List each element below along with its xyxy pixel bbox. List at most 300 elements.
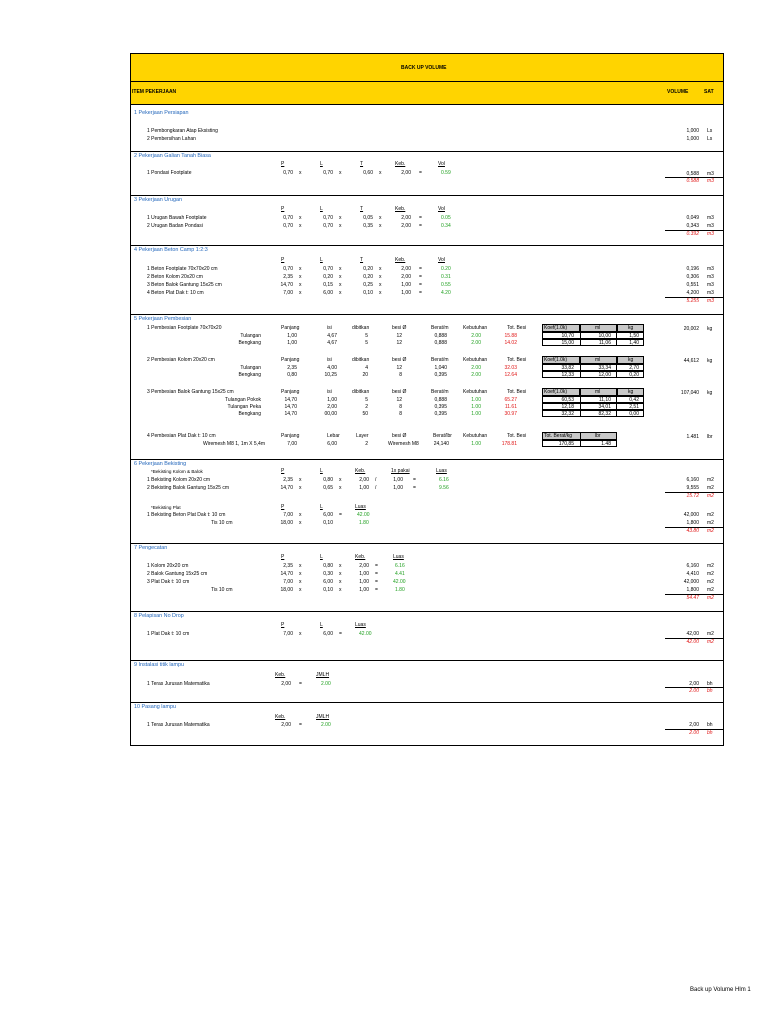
unit: m3 [707,223,714,229]
kebutuhan-value: 2.00 [471,372,481,378]
section-title: 1 Pekerjaan Persiapan [134,110,189,116]
l-value: 0,70 [323,266,333,272]
vol-value: 0.59 [441,170,451,176]
col-p: P [281,554,285,560]
col-isi: isi [327,357,332,363]
koef-value: 32,32 [561,411,574,417]
volume-value: 6,160 [686,563,699,569]
row-label: Tis 10 cm [211,587,233,593]
col-lbr: lbr [595,433,601,439]
volume-value: 1,800 [686,587,699,593]
vol-value: 0.55 [441,282,451,288]
p-value: 14,70 [280,571,293,577]
p-value: 14,70 [280,485,293,491]
col-keb: Keb. [275,714,286,720]
luas-value: 42.00 [393,579,406,585]
col-luas: Luas [436,468,447,474]
row-label: 1 Urugan Bawah Footplate [147,215,207,221]
sub-heading: *Bekisting Kolom & Balok [151,469,203,474]
koef-value: 10,70 [561,333,574,339]
layer-value: 2 [365,441,368,447]
unit: Ls [707,136,713,142]
l-value: 0,10 [323,587,333,593]
p-value: 7,00 [283,512,293,518]
unit: bh [707,681,713,687]
times: x [299,290,302,296]
tot-besi-value: 178.81 [501,441,517,447]
section-divider [131,611,723,612]
subtotal: 15.72 [686,493,699,499]
times: x [339,563,342,569]
section-title: 6 Pekerjaan Bekisting [134,461,187,467]
column-header-bar [131,82,723,105]
col-t: T [360,206,364,212]
col-kg: kg [628,389,634,395]
equals: = [419,274,422,280]
times: x [299,571,302,577]
panjang-value: 14,70 [284,404,297,410]
col-isi: isi [327,389,332,395]
times: x [299,282,302,288]
times: x [339,215,342,221]
luas-value: 42.00 [359,631,372,637]
unit: m3 [707,282,714,288]
col-keb: Keb. [355,468,366,474]
panjang-value: 1,00 [287,333,297,339]
times: x [339,485,342,491]
row-label: 2 Urugan Badan Pondasi [147,223,203,229]
tot-besi-value: 14.02 [504,340,517,346]
isi-value: 00,00 [324,411,337,417]
t-value: 0,35 [363,223,373,229]
col-dibitkan: dibitkan [352,357,370,363]
unit: m2 [707,631,714,637]
sub-row-label: Bengkang [238,411,261,417]
kg-value: 0,00 [629,411,639,417]
jmlh-value: 2.00 [321,681,331,687]
p-value: 7,00 [283,579,293,585]
section-divider [131,314,723,315]
col-keb: Keb. [395,161,406,167]
unit: m2 [707,579,714,585]
equals: = [419,170,422,176]
col-vol: Vol [438,206,445,212]
equals: = [299,681,302,687]
col-panjang: Panjang [281,433,300,439]
page-footer: Back up Volume Hlm 1 [690,987,751,993]
volume-value: 4,410 [686,571,699,577]
besi-value: Wiremesh M8 [388,441,419,447]
section-total: 2.00 [689,730,699,736]
unit: kg [707,326,713,332]
volume-value: 1,800 [686,520,699,526]
unit: m2 [707,485,714,491]
berat-value: 0,395 [434,372,447,378]
luas-value: 1.80 [395,587,405,593]
times: x [339,579,342,585]
unit: m3 [707,171,714,177]
vol-value: 0.31 [441,274,451,280]
row-label: 1 Pembongkaran Atap Eksisting [147,128,218,134]
tot-besi-value: 11.61 [504,404,517,410]
col-berat: Berat/m [431,357,449,363]
p-value: 2,35 [283,477,293,483]
volume-value: 0,049 [686,215,699,221]
subtotal-unit: m2 [707,528,714,534]
col-ml: ml [595,325,601,331]
l-value: 6,00 [323,290,333,296]
section-title: 8 Pelapisan No Drop [134,613,184,619]
keb-value: 1,00 [401,290,411,296]
column-header-item: ITEM PEKERJAAN [132,89,177,95]
keb-value: 1,00 [359,587,369,593]
panjang-value: 0,80 [287,372,297,378]
keb-value: 2,00 [401,274,411,280]
col-p: P [281,206,285,212]
row-label: 2 Beton Kolom 20x20 cm [147,274,203,280]
section-divider [131,151,723,152]
section-total: 0.392 [686,231,699,237]
t-value: 0,10 [363,290,373,296]
koef-value: 15,00 [561,340,574,346]
equals: = [339,631,342,637]
equals: = [413,477,416,483]
column-header-sat: SAT [704,89,714,95]
section-total: 42.00 [686,639,699,645]
section-divider [131,195,723,196]
col-l: L [320,257,323,263]
luas-value: 1.80 [359,520,369,526]
col-tot-besi: Tot. Besi [507,433,527,439]
besi-value: 8 [399,404,402,410]
kg-value: 0,42 [629,397,639,403]
dibitkan-value: 4 [365,365,368,371]
vol-value: 0.34 [441,223,451,229]
koef-value: 60,53 [561,397,574,403]
isi-value: 4,00 [327,365,337,371]
unit: Ls [707,128,713,134]
luas-value: 6.16 [395,563,405,569]
col-koef: Koef(1.0k) [544,325,568,331]
section-total: 54.47 [686,595,699,601]
row-label: 1 Teras Jurusan Matematika [147,722,210,728]
col-besi: besi Ø [392,325,407,331]
t-value: 0,20 [363,274,373,280]
volume-value: 107,040 [680,390,699,396]
row-label: Tis 10 cm [211,520,233,526]
equals: = [299,722,302,728]
section-total-unit: m2 [707,639,714,645]
panjang-value: 14,70 [284,411,297,417]
volume-value: 6,160 [686,477,699,483]
keb-value: 1,00 [359,485,369,491]
times: x [339,266,342,272]
col-keb: Keb. [275,672,286,678]
times: x [339,282,342,288]
kg-value: 2,51 [629,404,639,410]
keb-value: 2,00 [281,722,291,728]
col-panjang: Panjang [281,325,300,331]
berat-value: 0,395 [434,404,447,410]
kebutuhan-value: 1.00 [471,404,481,410]
l-value: 0,80 [323,563,333,569]
keb-value: 1,00 [359,579,369,585]
besi-value: 12 [396,397,402,403]
lebar-value: 6,00 [327,441,337,447]
unit: m2 [707,587,714,593]
berat-value: 0,888 [434,333,447,339]
col-kg: kg [628,357,634,363]
col-kebutuhan: Kebutuhan [463,357,488,363]
vol-value: 0.20 [441,266,451,272]
section-divider [131,245,723,246]
luas-value: 6.16 [439,477,449,483]
volume-value: 0,588 [686,171,699,177]
unit: m3 [707,215,714,221]
besi-value: 12 [396,333,402,339]
col-p: P [281,161,285,167]
col-keb: Keb. [355,554,366,560]
section-total-unit: m3 [707,178,714,184]
col-koef: Koef(1.0k) [544,357,568,363]
sub-row-label: Bengkang [238,372,261,378]
row-label: 3 Beton Balok Gantung 15x25 cm [147,282,222,288]
tot-besi-value: 65.27 [504,397,517,403]
keb-value: 2,00 [359,563,369,569]
l-value: 0,10 [323,520,333,526]
keb-value: 1,00 [359,571,369,577]
t-value: 0,20 [363,266,373,272]
section-total-unit: m2 [707,595,714,601]
keb-value: 2,00 [401,223,411,229]
times: x [339,290,342,296]
isi-value: 2,00 [327,404,337,410]
row-label: 1 Beton Footplate 70x70x20 cm [147,266,218,272]
l-value: 0,65 [323,485,333,491]
col-kebutuhan: Kebutuhan [463,389,488,395]
ml-value: 10,00 [598,333,611,339]
times: x [379,282,382,288]
sub-row-label: Tulangan [240,333,261,339]
volume-value: 20,002 [683,326,699,332]
col-l: L [320,504,323,510]
col-p: P [281,257,285,263]
spreadsheet-sheet [130,53,724,746]
kg-value: 2,70 [629,365,639,371]
col-berat: Berat/lbr [433,433,452,439]
col-luas: Luas [393,554,404,560]
col-luas: Luas [355,504,366,510]
dibitkan-value: 50 [362,411,368,417]
keb-value: 1,00 [401,282,411,288]
section-divider [131,660,723,661]
volume-value: 0,196 [686,266,699,272]
ml-value: 33,34 [598,365,611,371]
l-value: 0,70 [323,170,333,176]
times: x [299,579,302,585]
times: x [379,274,382,280]
equals: = [419,266,422,272]
berat-value: 0,888 [434,340,447,346]
section-divider [131,459,723,460]
volume-value: 1,000 [686,136,699,142]
col-vol: Vol [438,161,445,167]
volume-value: 9,555 [686,485,699,491]
section-title: 5 Pekerjaan Pembesian [134,316,192,322]
isi-value: 1,00 [327,397,337,403]
l-value: 6,00 [323,512,333,518]
unit: m2 [707,477,714,483]
subtotal: 43.80 [686,528,699,534]
col-dibitkan: dibitkan [352,325,370,331]
section-title: 7 Pengecatan [134,545,168,551]
col-kebutuhan: Kebutuhan [463,325,488,331]
equals: = [339,512,342,518]
section-title: 4 Pekerjaan Beton Camp 1:2:3 [134,247,208,253]
col-berat: Berat/m [431,389,449,395]
unit: m2 [707,520,714,526]
unit: m2 [707,512,714,518]
unit: kg [707,390,713,396]
row-label: 2 Pembersihan Lahan [147,136,196,142]
times: x [299,215,302,221]
keb-value: 2,00 [401,170,411,176]
pakai-value: 1,00 [393,485,403,491]
times: x [299,563,302,569]
section-total: 2.00 [689,688,699,694]
col-ml: ml [595,357,601,363]
lbr-value: 1.48 [601,441,611,447]
col-t: T [360,161,364,167]
sub-heading: *Bekisting Plat [151,505,181,510]
col-tot-berat: Tot. Berat/kg [544,433,573,439]
row-label: 1 Plat Dak t: 10 cm [147,631,190,637]
row-label: 2 Balok Gantung 15x25 cm [147,571,208,577]
times: x [379,266,382,272]
col-l: L [320,161,323,167]
volume-value: 1,000 [686,128,699,134]
divide: / [375,477,377,483]
l-value: 0,70 [323,215,333,221]
ml-value: 11,06 [598,340,611,346]
section-total-unit: bh [707,688,713,694]
isi-value: 4,67 [327,333,337,339]
col-besi: besi Ø [392,389,407,395]
p-value: 0,70 [283,266,293,272]
kebutuhan-value: 1.00 [471,411,481,417]
col-koef: Koef(1.0k) [544,389,568,395]
col-layer: Layer [356,433,369,439]
volume-value: 0,551 [686,282,699,288]
tot-besi-value: 32.03 [504,365,517,371]
col-kg: kg [628,325,634,331]
jmlh-value: 2.00 [321,722,331,728]
volume-value: 42,000 [683,579,699,585]
p-value: 18,00 [280,587,293,593]
koef-value: 33,82 [561,365,574,371]
volume-value: 2,00 [689,722,699,728]
kebutuhan-value: 2.00 [471,340,481,346]
row-label: 4 Beton Plat Dak t: 10 cm [147,290,204,296]
kebutuhan-value: 1.00 [471,441,481,447]
col-dibitkan: dibitkan [352,389,370,395]
keb-value: 2,00 [359,477,369,483]
besi-value: 12 [396,365,402,371]
row-label: 4 Pembesian Plat Dak t: 10 cm [147,433,216,439]
equals: = [419,282,422,288]
row-label: 3 Plat Dak t: 10 cm [147,579,190,585]
kebutuhan-value: 2.00 [471,333,481,339]
section-divider [131,702,723,703]
pakai-value: 1,00 [393,477,403,483]
section-total: 5.255 [686,298,699,304]
p-value: 0,70 [283,223,293,229]
times: x [339,223,342,229]
volume-value: 4,200 [686,290,699,296]
panjang-value: 1,00 [287,340,297,346]
volume-value: 42,00 [686,631,699,637]
col-keb: Keb. [395,206,406,212]
sheet-title: BACK UP VOLUME [401,65,447,71]
unit: bh [707,722,713,728]
sub-row-label: Bengkang [238,340,261,346]
panjang-value: 7,00 [287,441,297,447]
isi-value: 4,67 [327,340,337,346]
col-panjang: Panjang [281,357,300,363]
col-p: P [281,468,285,474]
keb-value: 2,00 [281,681,291,687]
panjang-value: 2,35 [287,365,297,371]
l-value: 0,20 [323,274,333,280]
col-tot-besi: Tot. Besi [507,357,527,363]
equals: = [375,587,378,593]
t-value: 0,25 [363,282,373,288]
row-label: 1 Kolom 20x20 cm [147,563,189,569]
koef-value: 12,33 [561,372,574,378]
section-title: 10 Pasang lampu [134,704,176,710]
volume-value: 0,306 [686,274,699,280]
times: x [339,274,342,280]
section-divider [131,543,723,544]
row-label: 1 Pembesian Footplate 70x70x20 [147,325,222,331]
dibitkan-value: 2 [365,404,368,410]
row-label: 1 Bekisting Beton Plat Dak t: 10 cm [147,512,226,518]
col-l: L [320,468,323,474]
kebutuhan-value: 2.00 [471,365,481,371]
tot-besi-value: 30.97 [504,411,517,417]
times: x [379,170,382,176]
volume-value: 0,343 [686,223,699,229]
t-value: 0,05 [363,215,373,221]
equals: = [413,485,416,491]
l-value: 6,00 [323,631,333,637]
l-value: 0,15 [323,282,333,288]
times: x [379,215,382,221]
unit: lbr [707,434,713,440]
p-value: 0,70 [283,215,293,221]
t-value: 0,60 [363,170,373,176]
p-value: 2,35 [283,274,293,280]
sub-row-label: Tulangan Pokok [225,397,261,403]
ml-value: 82,32 [598,411,611,417]
col-vol: Vol [438,257,445,263]
times: x [299,512,302,518]
times: x [339,571,342,577]
p-value: 18,00 [280,520,293,526]
equals: = [419,290,422,296]
keb-value: 2,00 [401,215,411,221]
col-pakai: 1x pakai [391,468,410,474]
